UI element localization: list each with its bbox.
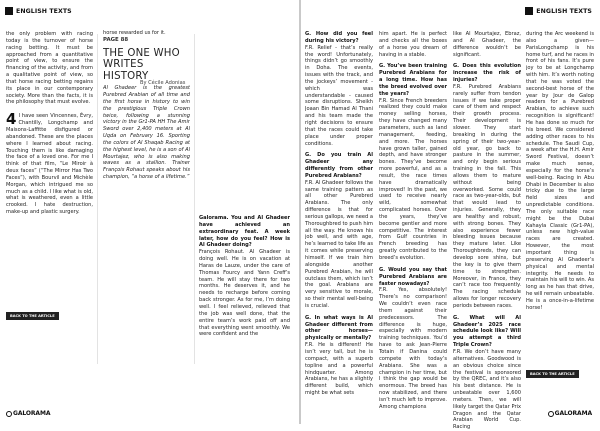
right-column-2: him apart. He is perfect and checks all the boxes of a horse you dream of having in a stable. G. You’ve been training Purebred Arabians for a long time. How has the breed evolved over the years? F.R. Since French breeders realized they could make money selling horses, they have changed many parameters, such as land management, feeding, and more. The horses have grown taller, gained depth, and have stronger bones. They’ve become more powerful, and as a result, the race times have dramatically improved! In the past, we used to receive nearly wild, somewhat complicated horses. Over the years, they’ve become gentler and more competitive. The interest from Gulf countries in French breeding has greatly contributed to the breed’s evolution. G. Would you say that Purebred Arabians are faster nowadays? F.R. Yes, absolutely! There’s no comparison! We couldn’t even race them against their predecessors. The difference is huge, especially with modern training techniques. You’d have to ask Jean-Pierre Totain if Danina could compete with today’s Arabians. She was a champion in her time, but I think the gap would be enormous. The breed has now stabilized, and there isn’t much left to improve. Among champions [379,31,447,410]
right-column-3: like Al Mourtajez, Ebraz, and Al Ghadeer, the difference wouldn’t be significant. G. Does this evolution increase the risk of injuries? F.R. Purebred Arabians rarely suffer from tendon issues if we take proper care of them and respect their growth process. Their development is slower. They start breaking in during the spring of their two-year-old year, go back to pasture in the summer, and only begin serious training in the fall. This allows them to mature without being overworked. Some could race as two-year-olds, but that would lead to injuries. Generally, they are healthy and robust, with strong bones. They also experience fewer bleeding issues because they mature later. Like Thoroughbreds, they can develop sore shins, but the key is to give them time to strengthen. Moreover, in France, they can’t race too frequently. The racing schedule allows for longer recovery periods between races. G. What will Al Ghadeer’s 2025 race schedule look like? Will you attempt a third Triple Crown? F.R. We don’t have many alternatives. Goodwood is an obvious choice since the festival is sponsored by the QREC, and it’s also his best distance. He is unbeatable over 1,600 meters. Then, we will likely target the Qatar Prix Dragon and the Qatar Arabian World Cup. Racing [453,31,521,431]
right-header: ENGLISH TEXTS [525,7,592,18]
magazine-logo: GALORAMA [6,410,50,417]
column-divider [194,34,195,364]
byline: By Cécile Adonias [140,80,186,86]
right-page [301,0,600,431]
article-title: THE ONE WHO WRITES HISTORY [103,47,180,82]
logo-icon [548,411,554,417]
left-column-1: the only problem with racing today is the turnover of horse racing betting. It must be approached from a quantitative point of view, to ensure the financing of the activity, and from a qualitative point of view, so that horse racing betting regains its place in our contemporary society. More than the facts, it is the philosophy that must evolve. 4 I have seen Vincennes, Évry, Chantilly, Longchamp and Maisons-Laffitte disfigured or abandoned. These are the places where I learned about racing. Touching them is like damaging the face of a loved one. For me I think of that film, “Le Miroir à deux faces” (“The Mirror Has Two Faces”), with Bourvil and Michèle Morgan, which intrigued me so much as a child. I like what is old, what is weathered, even a little crooked. I hate destruction, make-up and plastic surgery. [6,31,93,216]
header-square-icon [5,7,13,15]
question: Galorama. You and Al Ghadeer have achieved an extraordinary feat. A week later, how do you feel? How is Al Ghadeer doing? [199,215,290,249]
back-to-article-button-2[interactable]: BACK TO THE ARTICLE [526,370,579,378]
left-page [0,0,299,424]
logo-icon [6,411,12,417]
left-column-3: Galorama. You and Al Ghadeer have achieved an extraordinary feat. A week later, how do you feel? How is Al Ghadeer doing? François Rohaut. Al Ghadeer is doing well. He is on vacation at Haras de Lauze, under the care of Thomas Fourcy and Yann Creff’s team. He will stay there for two months. He deserves it, and he needs to recharge before coming back stronger. As for me, I’m doing well. I feel relieved, relieved that the job was well done, that the entire team’s work paid off and that everything went smoothly. We were confident and the [199,215,290,338]
left-header: ENGLISH TEXTS [5,7,72,18]
drop-cap: 4 [6,110,17,129]
right-column-1: G. How did you feel during his victory? F.R. Relief - that’s really the word! Unfortunately, things didn’t go smoothly in Doha. The events, issues with the track, and the jockeys’ movement - which was understandable - caused some disruptions. Sheikh Joaan Bin Hamad Al Thani and his team made the right decisions to ensure that the races could take place under proper conditions. G. Do you train Al Ghadeer any differently from other Purebred Arabians? F.R. Al Ghadeer follows the same training pattern as all other Purebred Arabians. The only difference is that for serious gallops, we need a Thoroughbred to push him all the way. He knows his job well, and with age, he’s learned to take life as it comes while preserving himself. If we train him alongside another Purebred Arabian, he will outclass them, which isn’t the goal. Arabians are very sensitive to morale, so their mental well-being is crucial. G. In what ways is Al Ghadeer different from other horses—physically or mentally? F.R. He is different! He isn’t very tall, but he is compact, with a superb topline and a powerful hindquarter. Among Arabians, he has a slightly different build, which might be what sets [305,31,373,397]
magazine-logo: GALORAMA [548,410,592,417]
back-to-article-button-1[interactable]: BACK TO THE ARTICLE [6,312,59,320]
left-column-2: horse rewarded us for it. PAGE 88 THE ONE WHO WRITES HISTORY Al Ghadeer is the greatest Purebred Arabian of all time and the first horse in history to win the prestigious Triple Crown twice, following a stunning victory in the Gr1-PA HH The Amir Sword over 2,400 meters at Al Uqda on February 16. Sporting the colors of Al Shaqab Racing at the highest level, he is a son of Al Mourtajez, who is also making waves as a stallion. Trainer François Rohaut speaks about his champion, “a horse of a lifetime.” [103,30,190,181]
column-divider [97,34,98,364]
right-column-4: during the Arc weekend is also a given—ParisLongchamp is his home turf, and he races in front of his fans. It’s pure joy to be at Longchamp with him. It’s worth noting that he was voted the second-best horse of the year by Jour de Galop readers for a Purebred Arabian, to achieve such recognition is significant! He has done so much for his breed. We considered adding other races to his schedule. The Saudi Cup, a week after the H.H. Amir Sword Festival, doesn’t make much sense, especially for the horse’s well-being. Racing in Abu Dhabi in December is also tricky due to the large field sizes and unpredictable conditions. The only suitable race might be the Dubai Kahayla Classic (Gr1-PA), unless new high-value races are created. However, the most important thing is preserving Al Ghadeer’s physical and mental integrity. He needs to maintain his will to win. As long as he has that drive, he will remain unbeatable. He is a once-in-a-lifetime horse! [526,31,594,311]
article-intro: Al Ghadeer is the greatest Purebred Arabian of all time and the first horse in history to win the prestigious Triple Crown twice, following a stunning victory in the Gr1-PA HH The Amir Sword over 2,400 meters at Al Uqda on February 16. Sporting the colors of Al Shaqab Racing at the highest level, he is a son of Al Mourtajez, who is also making waves as a stallion. Trainer François Rohaut speaks about his champion, “a horse of a lifetime.” [103,85,190,181]
page-reference: PAGE 88 [103,36,129,43]
header-square-icon [525,7,533,15]
